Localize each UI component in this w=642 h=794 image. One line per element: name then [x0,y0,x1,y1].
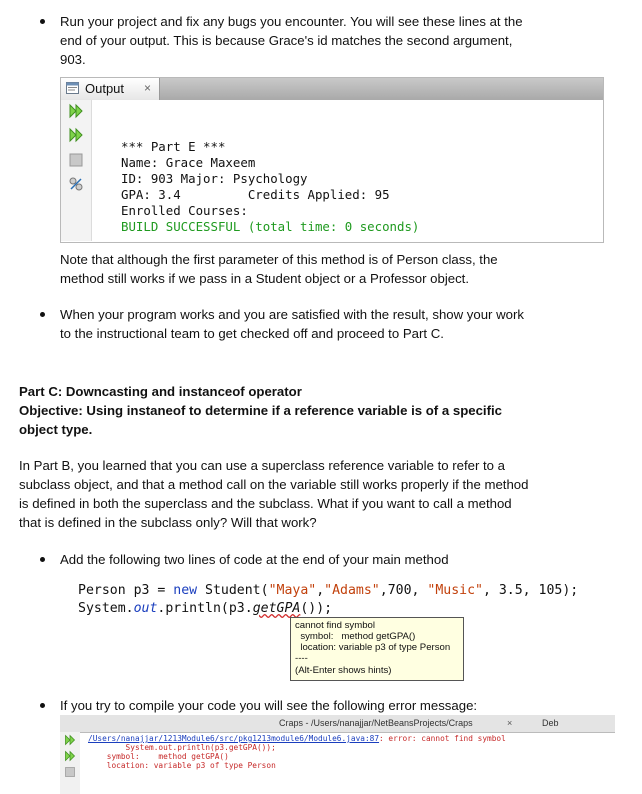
output-line: GPA: 3.4 Credits Applied: 95 [121,187,390,202]
code-token: Person p3 = [78,583,174,598]
error-line-2: System.out.println(p3.getGPA()); [88,743,276,752]
tooltip-line: location: variable p3 of type Person [295,642,451,653]
code-string: "Adams" [324,583,380,598]
code-token: ()); [300,601,333,616]
intro-line4: that is defined in the subclass only? Will that work? [19,515,317,530]
run-icon[interactable] [68,127,84,143]
step2-line2: to the instructional team to get checked off and proceed to Part C. [60,326,444,341]
code-error-method: getGPA [252,601,301,616]
output-side-toolbar [61,100,92,241]
output-tab-label: Output [85,81,125,96]
code-string: "Maya" [268,583,317,598]
output-window [60,77,604,243]
run-icon[interactable] [64,750,76,762]
intro-line2: subclass object, and that a method call on the variable still works properly if the method [19,477,529,492]
step2-line1: When your program works and you are satisfied with the result, show your work [60,307,524,322]
output-line: *** Part E *** [121,139,226,154]
partc-objective-line2: object type. [19,422,93,437]
output-line: ID: 903 Major: Psychology [121,171,308,186]
ide-output-tab-title[interactable]: Craps - /Users/nanajjar/NetBeansProjects/Craps [279,718,473,728]
code-token: .println(p3. [157,601,253,616]
output-tab-bar [61,78,603,100]
run-again-icon[interactable] [64,734,76,746]
stop-icon[interactable] [68,152,84,168]
error-line-4: location: variable p3 of type Person [88,761,276,770]
step1-line2: end of your output. This is because Grace's id matches the second argument, [60,33,513,48]
error-file-link[interactable]: /Users/nanajjar/1213Module6/src/pkg1213module6/Module6.java:87 [88,734,380,743]
step1-line1: Run your project and fix any bugs you encounter. You will see these lines at the [60,14,523,29]
output-window-icon [66,82,79,94]
code-field: out [133,601,158,616]
tooltip-line: symbol: method getGPA() [295,631,416,642]
output-tab[interactable] [61,78,160,100]
error-message: : error: cannot find symbol [379,734,506,743]
code-keyword: new [173,583,198,598]
note-line2: method still works if we pass in a Student object or a Professor object. [60,271,470,286]
code-token: Student( [197,583,269,598]
step3-text: Add the following two lines of code at the end of your main method [60,552,449,567]
tooltip-hint: (Alt-Enter shows hints) [295,665,392,676]
ide-output-header [60,715,615,733]
stop-icon[interactable] [64,766,76,778]
code-line-1 [78,582,578,600]
output-line: Enrolled Courses: [121,203,248,218]
ide-side-toolbar [60,732,80,794]
partc-objective-line1: Objective: Using instaneof to determine if a reference variable is of a specific [19,403,502,418]
step1-line3: 903. [60,52,86,67]
bullet-dot [40,557,45,562]
bullet-dot [40,703,45,708]
bullet-dot [40,19,45,24]
output-line: Name: Grace Maxeem [121,155,256,170]
error-line-3: symbol: method getGPA() [88,752,229,761]
settings-icon[interactable] [68,176,84,192]
build-successful-line: BUILD SUCCESSFUL (total time: 0 seconds) [121,219,420,234]
close-icon[interactable]: × [507,718,513,728]
ide-next-tab[interactable]: Deb [542,718,559,728]
tooltip-line: ---- [295,653,308,664]
code-token: System. [78,601,134,616]
step4-text: If you try to compile your code you will see the following error message: [60,698,478,713]
error-tooltip [290,617,464,681]
tooltip-line: cannot find symbol [295,620,375,631]
code-string: "Music" [427,583,483,598]
code-token: ,700, [379,583,428,598]
intro-line3: is defined in both the superclass and the subclass. What if you want to call a method [19,496,512,511]
partc-heading: Part C: Downcasting and instanceof operator [19,384,302,399]
note-line1: Note that although the first parameter of this method is of Person class, the [60,252,498,267]
code-token: , 3.5, 105); [482,583,579,598]
run-again-icon[interactable] [68,103,84,119]
intro-line1: In Part B, you learned that you can use a superclass reference variable to refer to a [19,458,506,473]
bullet-dot [40,312,45,317]
close-icon[interactable]: × [144,81,152,95]
code-token: , [316,583,325,598]
code-line-2 [78,600,332,618]
